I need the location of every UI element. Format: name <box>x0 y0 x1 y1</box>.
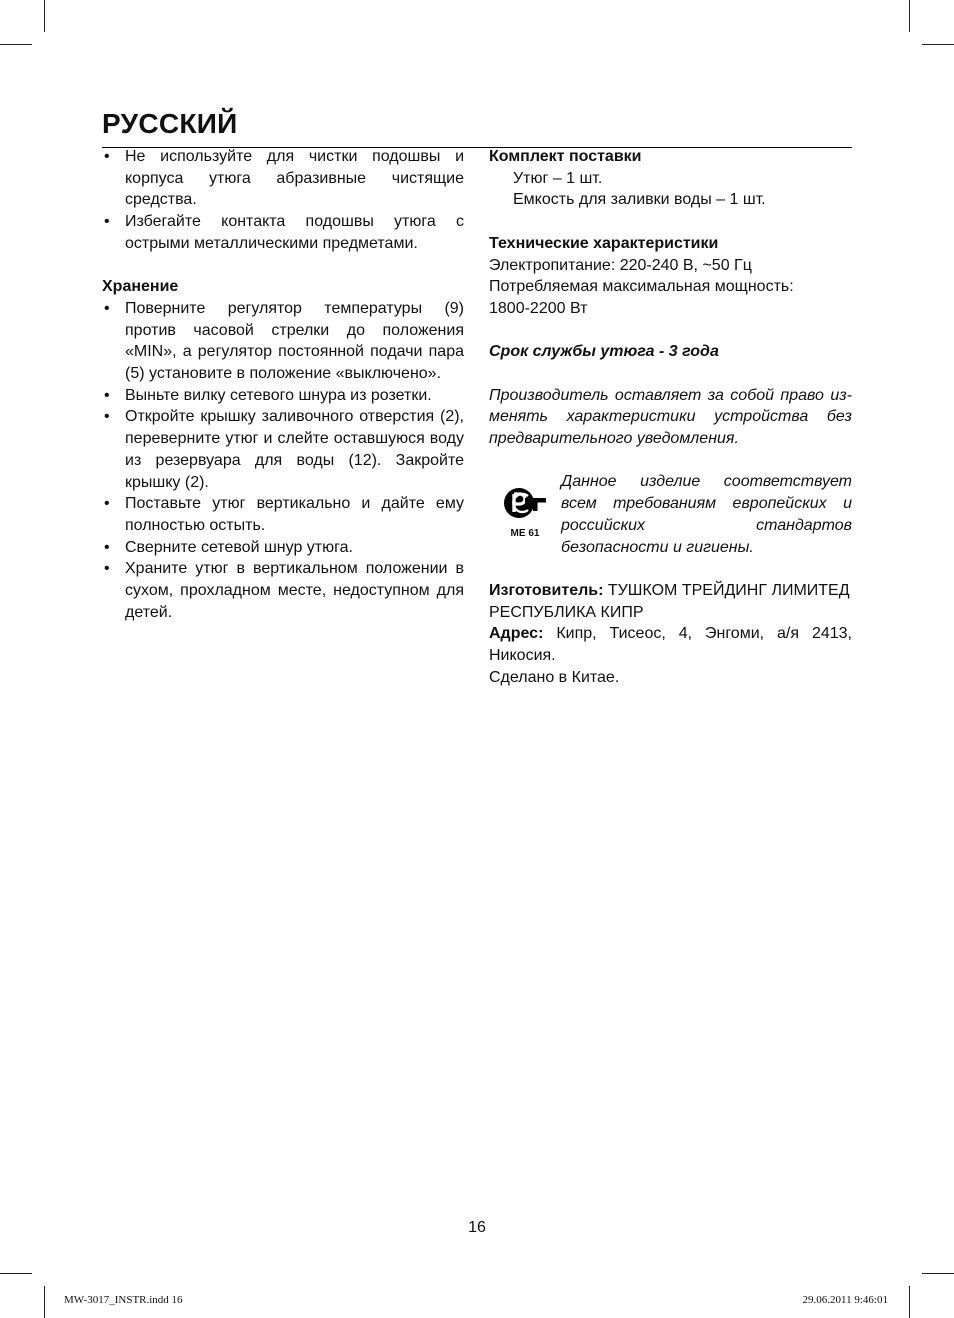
crop-mark <box>0 1273 32 1274</box>
storage-list <box>102 298 464 624</box>
crop-mark <box>909 1286 910 1318</box>
manufacturer-value: ТУШКОМ ТРЕЙДИНГ ЛИМИТЕД РЕСПУБЛИКА КИПР <box>489 581 850 621</box>
list-item: • Сверните сетевой шнур утюга. <box>102 537 464 559</box>
cert-text: Данное изделие соответствует всем требованиям европейских и российских стандартов безопасности и гигиены. <box>561 473 852 556</box>
right-column <box>489 146 852 689</box>
list-item: • Выньте вилку сетевого шнура из розетки. <box>102 385 464 407</box>
address-label: Адрес: <box>489 625 544 643</box>
cert-code: ME 61 <box>510 528 540 540</box>
crop-mark <box>922 1273 954 1274</box>
list-item: • Избегайте контакта подошвы утюга с острыми металлическими предметами. <box>102 211 464 254</box>
certification-block <box>489 471 852 558</box>
crop-mark <box>0 44 32 45</box>
list-item: • Храните утюг в вертикальном положении в сухом, прохладном месте, недоступном для детей. <box>102 558 464 623</box>
specs-line: Потребляемая максимальная мощность: <box>489 278 794 296</box>
list-item: • Не используйте для чистки подошвы и корпуса утюга абразивные чистящие средства. <box>102 146 464 211</box>
page-number: 16 <box>468 1219 486 1236</box>
address <box>489 623 852 666</box>
intro-list <box>102 146 464 255</box>
service-life: Срок службы утюга - 3 года <box>489 343 719 361</box>
rst-certification-icon <box>489 485 561 545</box>
made-in: Сделано в Китае. <box>489 668 620 686</box>
specs-line: 1800-2200 Вт <box>489 299 588 317</box>
rst-logo-icon <box>503 485 547 521</box>
kit-item: Утюг – 1 шт. <box>513 169 603 187</box>
crop-mark <box>44 1286 45 1318</box>
storage-title: Хранение <box>102 278 179 296</box>
left-column <box>102 146 464 623</box>
footer-timestamp: 29.06.2011 9:46:01 <box>802 1294 888 1306</box>
page-heading: РУССКИЙ <box>102 108 238 139</box>
specs-title: Технические характеристики <box>489 234 719 252</box>
crop-mark <box>909 0 910 32</box>
list-item: • Откройте крышку заливочного отверстия (2), переверните утюг и слейте оставшуюся воду из резервуара для воды (12). Закройте крышку (2). <box>102 406 464 493</box>
crop-mark <box>44 0 45 32</box>
kit-title: Комплект поставки <box>489 148 642 165</box>
manufacturer <box>489 580 852 623</box>
address-value: Кипр, Тисеос, 4, Энгоми, а/я 2413, Никосия. <box>489 625 852 665</box>
specs-line: Электропитание: 220-240 В, ~50 Гц <box>489 256 752 274</box>
list-item: • Поставьте утюг вертикально и дайте ему полностью остыть. <box>102 493 464 536</box>
disclaimer: Производитель оставляет за собой право изменять характеристики устройства без предварительного уведомления. <box>489 386 852 448</box>
kit-item: Емкость для заливки воды – 1 шт. <box>513 191 766 209</box>
crop-mark <box>922 44 954 45</box>
manufacturer-label: Изготовитель: <box>489 581 604 599</box>
list-item: • Поверните регулятор температуры (9) против часовой стрелки до положения «MIN», а регулятор постоянной подачи пара (5) установите в положение «выключено». <box>102 298 464 385</box>
footer-file: MW-3017_INSTR.indd 16 <box>64 1294 183 1306</box>
